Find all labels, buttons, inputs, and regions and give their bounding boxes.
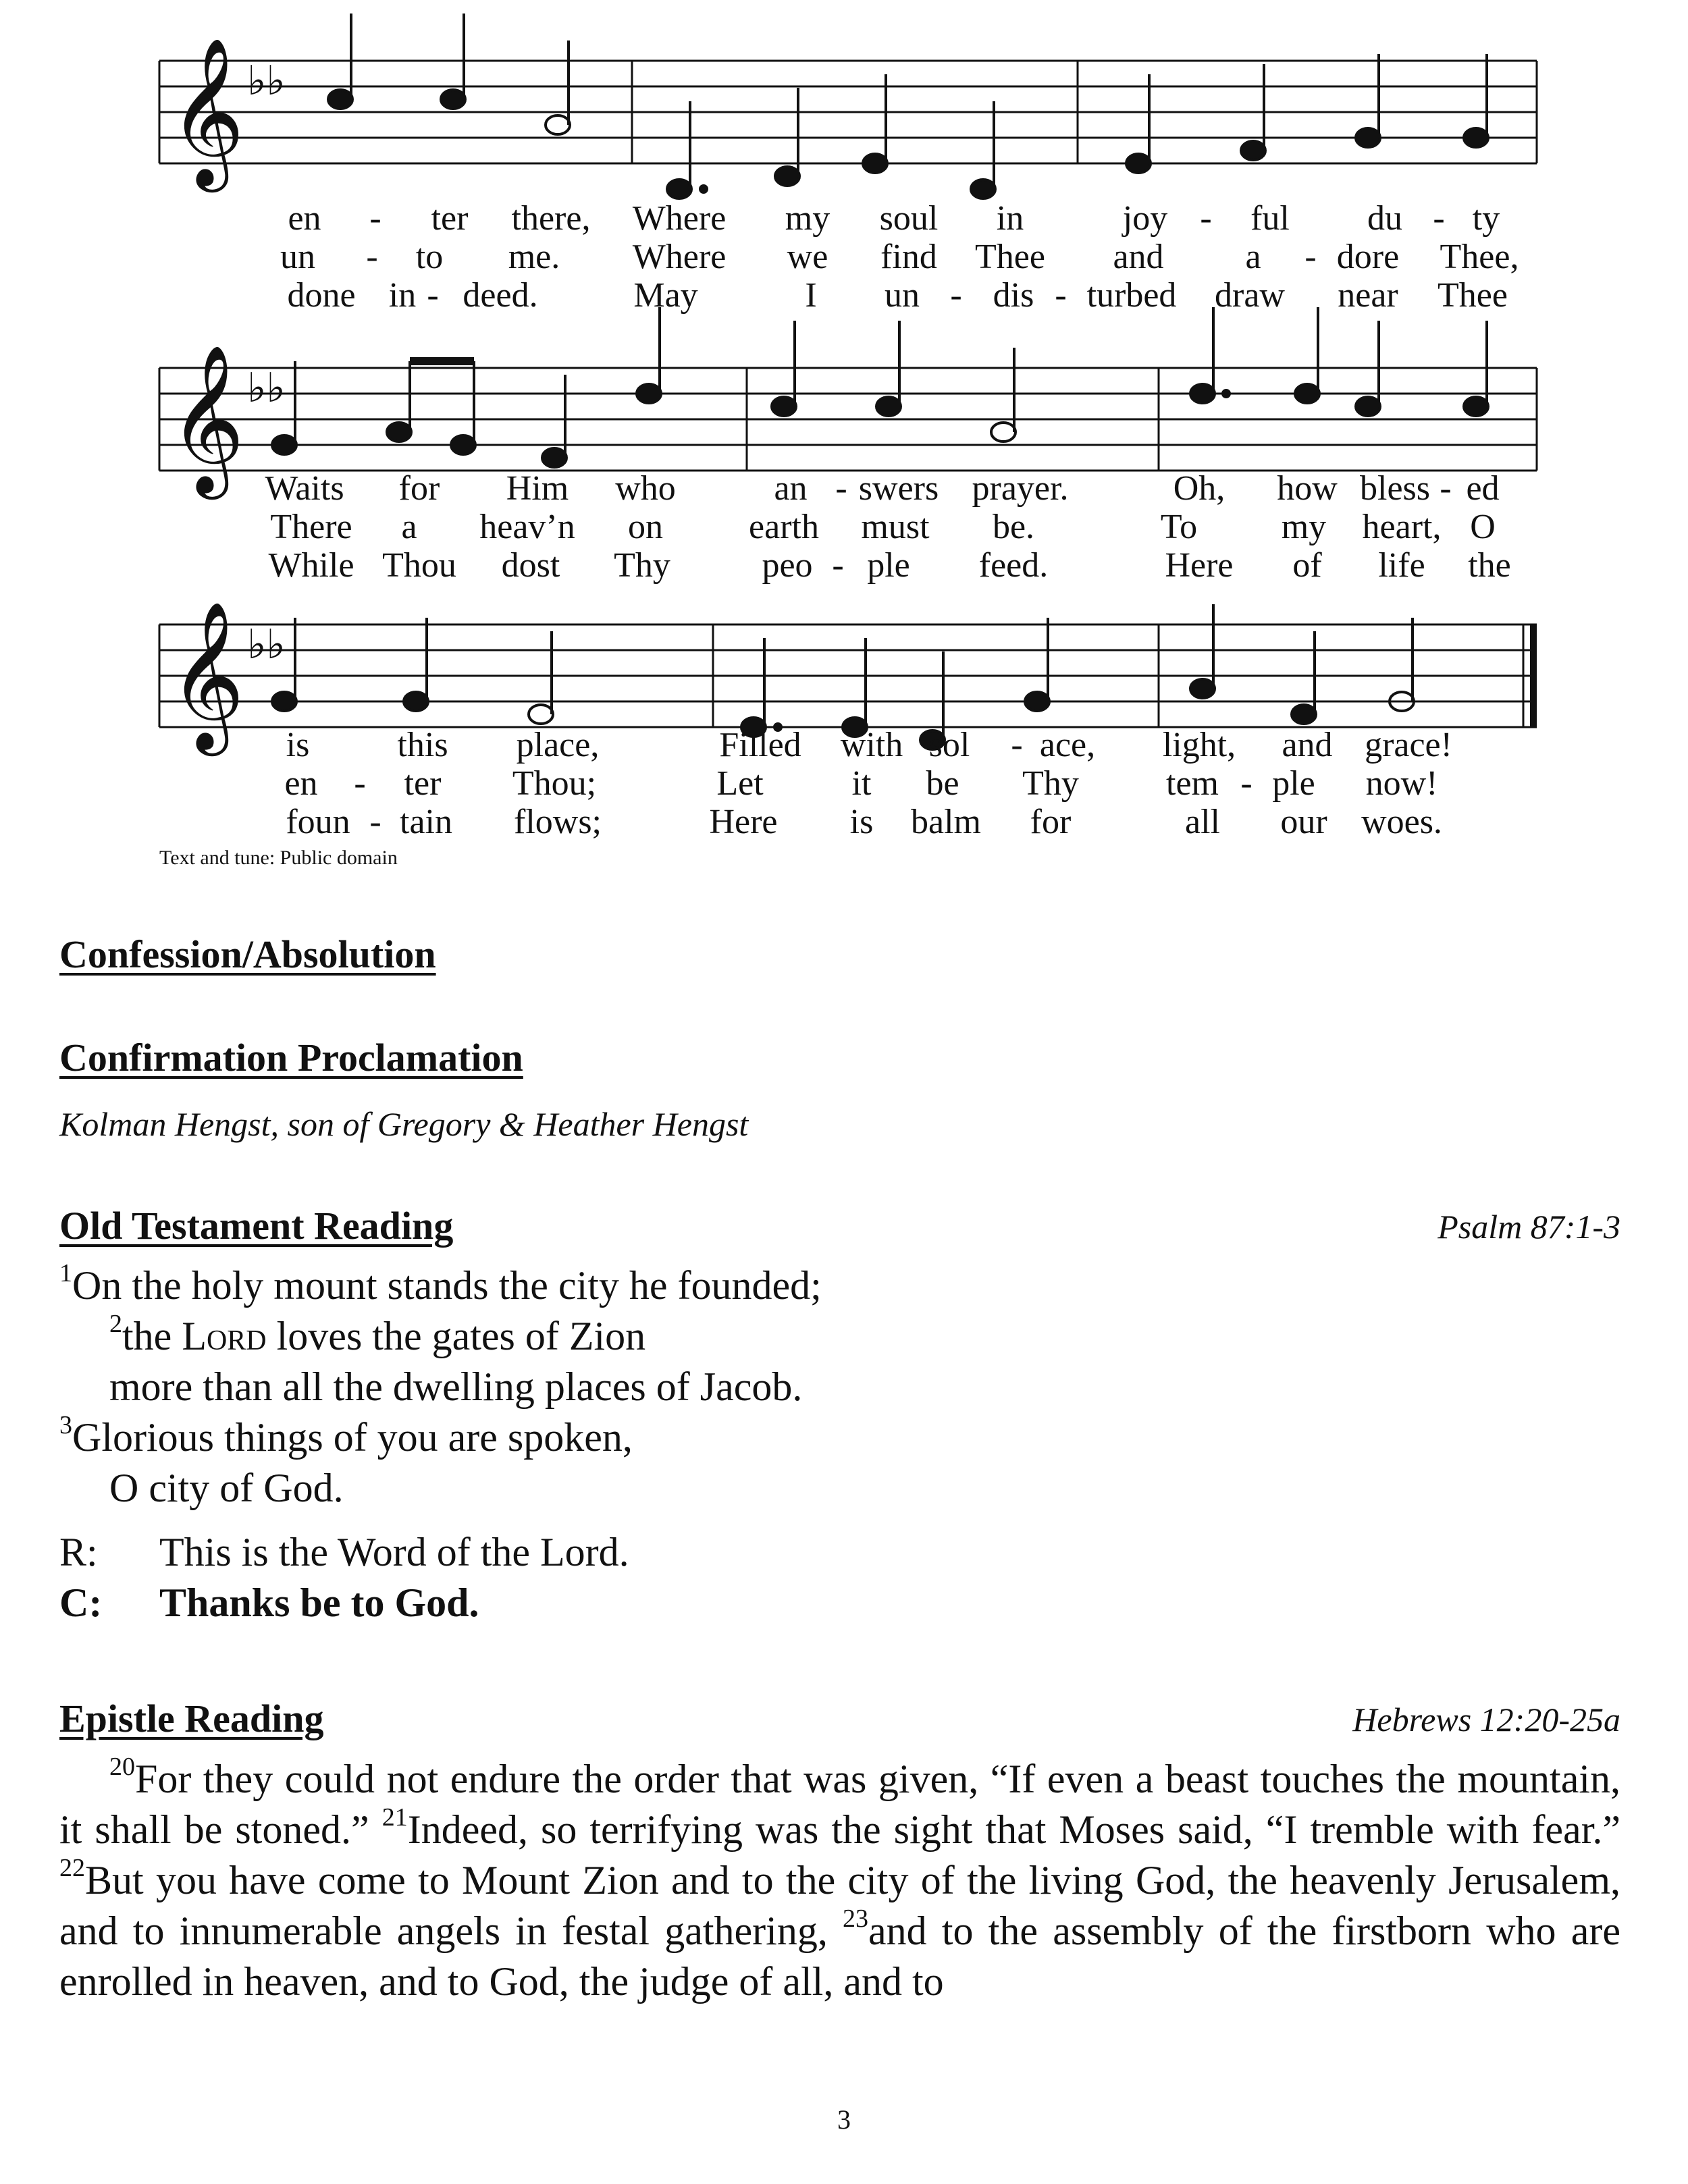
lyric-hyphen: - xyxy=(832,546,844,585)
lyric-syllable: To xyxy=(1160,508,1198,546)
lyric-syllable: how xyxy=(1277,469,1338,508)
hymn-system-3 xyxy=(159,600,1537,841)
hymn-lyrics-3 xyxy=(159,726,1537,841)
lyric-line xyxy=(159,508,1537,546)
lyric-syllable: there, xyxy=(511,199,591,238)
lyric-syllable: heav’n xyxy=(479,508,575,546)
lyric-line xyxy=(159,199,1537,238)
hymn-system-2 xyxy=(159,344,1537,585)
verse-text: loves the gates of Zion xyxy=(266,1314,646,1358)
lyric-syllable: tem xyxy=(1166,764,1219,803)
psalm-verse-line xyxy=(109,1465,344,1512)
lyric-syllable: Here xyxy=(1165,546,1234,585)
lyric-syllable: earth xyxy=(749,508,819,546)
lyric-line xyxy=(159,276,1537,315)
lyric-syllable: a xyxy=(1245,238,1261,276)
lord-smallcaps: Lord xyxy=(182,1314,267,1358)
hymn-system-1 xyxy=(159,36,1537,315)
lyric-syllable: the xyxy=(1468,546,1511,585)
lyric-syllable: is xyxy=(286,726,310,764)
lyric-hyphen: - xyxy=(369,803,381,841)
lyric-syllable: du xyxy=(1367,199,1402,238)
lyric-syllable: who xyxy=(615,469,676,508)
lyric-syllable: prayer. xyxy=(972,469,1069,508)
hymn-lyrics-1 xyxy=(159,199,1537,315)
lyric-syllable: flows; xyxy=(514,803,602,841)
response-reader xyxy=(59,1529,735,1576)
lyric-syllable: life xyxy=(1378,546,1425,585)
lyric-syllable: done xyxy=(287,276,356,315)
lyric-hyphen: - xyxy=(1055,276,1067,315)
lyric-syllable: peo xyxy=(762,546,813,585)
verse-text: Glorious things of you are spoken, xyxy=(72,1415,633,1460)
svg-text:♭♭: ♭♭ xyxy=(247,621,286,668)
verse-text: the xyxy=(122,1314,182,1358)
music-staff-1 xyxy=(159,36,1537,216)
verse-text: O city of God. xyxy=(109,1466,344,1510)
lyric-syllable: place, xyxy=(516,726,600,764)
lyric-syllable: feed. xyxy=(978,546,1049,585)
response-label: C: xyxy=(59,1580,103,1625)
lyric-syllable: heart, xyxy=(1362,508,1442,546)
lyric-syllable: be xyxy=(926,764,959,803)
lyric-syllable: my xyxy=(1281,508,1327,546)
lyric-syllable: must xyxy=(861,508,930,546)
old-testament-reference: Psalm 87:1-3 xyxy=(1438,1208,1620,1246)
lyric-hyphen: - xyxy=(366,238,378,276)
hymn-credit: Text and tune: Public domain xyxy=(159,847,398,869)
verse-number: 22 xyxy=(59,1854,85,1882)
lyric-syllable: balm xyxy=(911,803,981,841)
lyric-syllable: is xyxy=(849,803,874,841)
lyric-line xyxy=(159,469,1537,508)
lyric-line xyxy=(159,764,1537,803)
lyric-syllable: Filled xyxy=(719,726,801,764)
lyric-syllable: for xyxy=(1030,803,1072,841)
lyric-hyphen: - xyxy=(1200,199,1212,238)
lyric-line xyxy=(159,726,1537,764)
lyric-hyphen: - xyxy=(1011,726,1023,764)
verse-number: 20 xyxy=(109,1753,135,1781)
epistle-text xyxy=(59,1754,1620,2007)
lyric-syllable: near xyxy=(1338,276,1398,315)
response-text: Thanks be to God. xyxy=(159,1580,479,1625)
lyric-line xyxy=(159,803,1537,841)
response-label: R: xyxy=(59,1530,98,1574)
lyric-syllable: my xyxy=(785,199,830,238)
verse-text: For they could not endure the order that was given, “If even a beast touches the mountain, it shall be stoned.” xyxy=(59,1757,1620,1852)
svg-text:♭♭: ♭♭ xyxy=(247,57,286,105)
lyric-syllable: en xyxy=(284,764,318,803)
lyric-syllable: ful xyxy=(1250,199,1290,238)
lyric-syllable: joy xyxy=(1122,199,1168,238)
lyric-syllable: ple xyxy=(867,546,910,585)
lyric-syllable: en xyxy=(288,199,321,238)
lyric-syllable: Oh, xyxy=(1173,469,1225,508)
response-text: This is the Word of the Lord. xyxy=(159,1530,629,1574)
lyric-hyphen: - xyxy=(1240,764,1252,803)
hymn-lyrics-2 xyxy=(159,469,1537,585)
psalm-verse-line xyxy=(59,1259,822,1309)
lyric-syllable: light, xyxy=(1162,726,1236,764)
svg-text:𝄞: 𝄞 xyxy=(169,600,245,749)
lyric-syllable: all xyxy=(1185,803,1220,841)
lyric-syllable: foun xyxy=(286,803,350,841)
lyric-hyphen: - xyxy=(950,276,962,315)
lyric-hyphen: - xyxy=(1433,199,1445,238)
psalm-verse-line xyxy=(109,1364,802,1410)
lyric-syllable: Here xyxy=(709,803,778,841)
lyric-syllable: Where xyxy=(632,199,727,238)
lyric-syllable: and xyxy=(1282,726,1333,764)
svg-text:𝄞: 𝄞 xyxy=(169,36,245,186)
lyric-syllable: dis xyxy=(993,276,1034,315)
lyric-syllable: grace! xyxy=(1365,726,1452,764)
lyric-syllable: and xyxy=(1113,238,1164,276)
lyric-syllable: There xyxy=(270,508,352,546)
lyric-syllable: Thee xyxy=(1438,276,1508,315)
lyric-syllable: ter xyxy=(431,199,469,238)
lyric-syllable: Waits xyxy=(265,469,344,508)
old-testament-heading: Old Testament Reading xyxy=(59,1204,454,1248)
lyric-syllable: for xyxy=(398,469,440,508)
confirmation-note: Kolman Hengst, son of Gregory & Heather Hengst xyxy=(59,1105,749,1143)
lyric-syllable: draw xyxy=(1215,276,1285,315)
svg-text:𝄞: 𝄞 xyxy=(169,344,245,493)
confession-heading: Confession/Absolution xyxy=(59,932,436,976)
psalm-verse-line xyxy=(109,1310,646,1360)
epistle-reference: Hebrews 12:20-25a xyxy=(1352,1701,1620,1738)
lyric-syllable: sol xyxy=(928,726,970,764)
verse-number: 23 xyxy=(843,1905,869,1933)
lyric-syllable: this xyxy=(397,726,448,764)
lyric-syllable: bless xyxy=(1360,469,1430,508)
lyric-hyphen: - xyxy=(427,276,439,315)
lyric-syllable: Thou; xyxy=(512,764,597,803)
lyric-hyphen: - xyxy=(835,469,847,508)
lyric-syllable: be. xyxy=(992,508,1035,546)
lyric-syllable: ter xyxy=(404,764,442,803)
lyric-syllable: May xyxy=(633,276,698,315)
lyric-hyphen: - xyxy=(1304,238,1317,276)
lyric-syllable: a xyxy=(401,508,417,546)
lyric-syllable: Thee xyxy=(975,238,1045,276)
psalm-verse-line xyxy=(59,1411,633,1461)
page-number: 3 xyxy=(837,2104,851,2135)
lyric-syllable: our xyxy=(1280,803,1327,841)
lyric-syllable: Let xyxy=(716,764,764,803)
lyric-syllable: it xyxy=(851,764,872,803)
lyric-syllable: in xyxy=(388,276,417,315)
verse-text: more than all the dwelling places of Jacob. xyxy=(109,1364,803,1409)
lyric-syllable: un xyxy=(885,276,920,315)
lyric-syllable: Thou xyxy=(382,546,456,585)
lyric-syllable: turbed xyxy=(1086,276,1177,315)
lyric-syllable: woes. xyxy=(1361,803,1442,841)
lyric-syllable: ace, xyxy=(1039,726,1096,764)
lyric-syllable: I xyxy=(805,276,817,315)
lyric-hyphen: - xyxy=(354,764,366,803)
lyric-syllable: of xyxy=(1292,546,1322,585)
lyric-syllable: Thy xyxy=(614,546,670,585)
lyric-syllable: ple xyxy=(1272,764,1315,803)
lyric-syllable: an xyxy=(774,469,808,508)
lyric-syllable: Thee, xyxy=(1440,238,1519,276)
lyric-syllable: find xyxy=(880,238,937,276)
confirmation-heading: Confirmation Proclamation xyxy=(59,1036,523,1080)
verse-number: 3 xyxy=(59,1411,72,1439)
epistle-heading: Epistle Reading xyxy=(59,1697,324,1740)
lyric-hyphen: - xyxy=(1440,469,1452,508)
lyric-syllable: me. xyxy=(508,238,560,276)
lyric-syllable: Thy xyxy=(1022,764,1079,803)
lyric-syllable: Where xyxy=(632,238,727,276)
lyric-syllable: ed xyxy=(1466,469,1500,508)
lyric-syllable: in xyxy=(996,199,1024,238)
lyric-syllable: we xyxy=(787,238,828,276)
verse-number: 1 xyxy=(59,1259,72,1287)
verse-number: 2 xyxy=(109,1310,122,1338)
verse-text: and to the assembly of the firstborn who are enrolled in heaven, and to God, the judge of all, and to xyxy=(59,1909,1620,2004)
verse-text: But you have come to Mount Zion and to the city of the living God, the heavenly Jerusalem, and to innumerable angels in festal gathering, xyxy=(59,1858,1620,1953)
verse-number: 21 xyxy=(381,1803,408,1832)
lyric-syllable: soul xyxy=(879,199,939,238)
lyric-syllable: un xyxy=(280,238,315,276)
lyric-line xyxy=(159,546,1537,585)
lyric-syllable: now! xyxy=(1365,764,1438,803)
lyric-syllable: dost xyxy=(501,546,560,585)
verse-text: Indeed, so terrifying was the sight that Moses said, “I tremble with fear.” xyxy=(407,1807,1620,1852)
lyric-syllable: dore xyxy=(1336,238,1400,276)
lyric-syllable: on xyxy=(628,508,663,546)
lyric-syllable: While xyxy=(268,546,354,585)
svg-text:♭♭: ♭♭ xyxy=(247,365,286,412)
lyric-syllable: O xyxy=(1470,508,1496,546)
lyric-syllable: to xyxy=(415,238,444,276)
lyric-hyphen: - xyxy=(369,199,381,238)
verse-text: On the holy mount stands the city he founded; xyxy=(72,1263,822,1308)
response-congregation xyxy=(59,1580,735,1627)
lyric-line xyxy=(159,238,1537,276)
lyric-syllable: with xyxy=(840,726,903,764)
lyric-syllable: swers xyxy=(858,469,939,508)
lyric-syllable: deed. xyxy=(463,276,538,315)
lyric-syllable: ty xyxy=(1472,199,1500,238)
lyric-syllable: tain xyxy=(400,803,452,841)
lyric-syllable: Him xyxy=(506,469,569,508)
